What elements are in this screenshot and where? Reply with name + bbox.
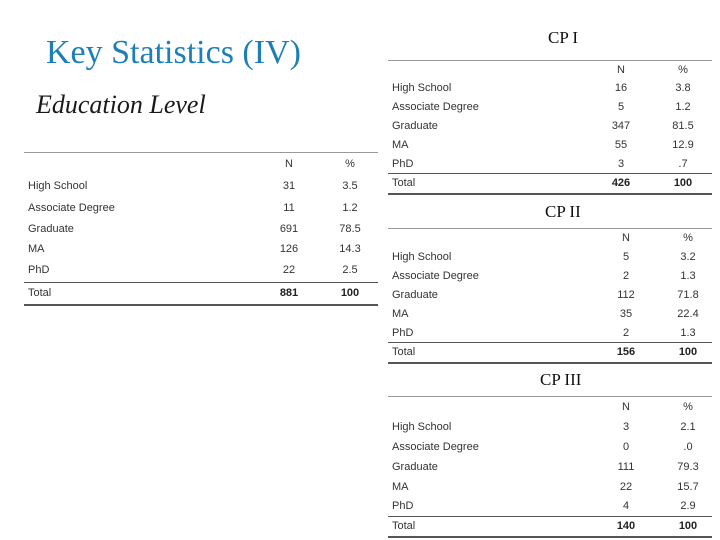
table-row	[388, 117, 712, 136]
row-n: 16	[614, 82, 628, 94]
column-header-label	[388, 61, 588, 79]
table-row	[388, 437, 712, 457]
table-row	[24, 175, 378, 197]
table-row	[388, 79, 712, 98]
row-label: Associate Degree	[392, 101, 479, 113]
row-n: 31	[282, 179, 296, 192]
row-n: 111	[617, 460, 635, 473]
column-header-label	[388, 229, 588, 248]
table-row	[24, 219, 378, 239]
row-percent: 3.2	[680, 251, 696, 263]
row-label: High School	[392, 82, 452, 94]
total-row	[388, 517, 712, 537]
total-percent: 100	[654, 174, 712, 194]
row-percent: .0	[683, 440, 693, 453]
row-percent: 14.3	[339, 242, 361, 255]
row-percent: 1.2	[342, 201, 358, 214]
total-percent: 100	[322, 283, 378, 305]
row-n: 691	[279, 222, 299, 235]
column-header-n: N	[622, 232, 630, 245]
cp3-education-table	[388, 396, 712, 538]
total-row	[388, 343, 712, 363]
table-row	[388, 98, 712, 117]
column-header-n: N	[285, 157, 293, 170]
table-row	[388, 248, 712, 267]
cp1-title: CP I	[548, 28, 579, 47]
row-label: MA	[392, 139, 409, 151]
table-row	[388, 417, 712, 437]
total-percent: 100	[664, 517, 712, 537]
row-percent: 1.2	[675, 101, 691, 113]
row-label: MA	[392, 308, 409, 320]
table-row	[388, 305, 712, 324]
total-row	[24, 283, 378, 305]
row-label: MA	[392, 480, 409, 493]
row-label: High School	[392, 420, 452, 433]
row-percent: 2.1	[680, 420, 696, 433]
row-n: 5	[622, 251, 630, 263]
row-n: 4	[622, 500, 630, 513]
row-n: 126	[279, 242, 299, 255]
table-row	[388, 324, 712, 343]
row-label: Associate Degree	[28, 201, 115, 214]
cp1-education-table	[388, 60, 712, 195]
column-header-percent: %	[683, 232, 693, 245]
row-n: 3	[622, 420, 630, 433]
total-n: 156	[588, 343, 664, 363]
total-n: 881	[256, 283, 322, 305]
row-percent: 81.5	[672, 120, 694, 132]
row-label: PhD	[392, 500, 414, 513]
row-percent: 2.5	[342, 264, 358, 277]
column-header-percent: %	[345, 157, 355, 170]
row-n: 3	[617, 157, 625, 170]
row-n: 347	[611, 120, 631, 132]
column-header-percent: %	[678, 63, 688, 76]
row-percent: 3.8	[675, 82, 691, 94]
row-n: 55	[614, 139, 628, 151]
column-header-label	[24, 153, 256, 175]
overall-education-table	[24, 152, 378, 306]
table-row	[388, 457, 712, 477]
table-row	[388, 497, 712, 517]
row-label: PhD	[28, 264, 50, 277]
row-label: Graduate	[28, 222, 74, 235]
table-row	[388, 267, 712, 286]
total-n: 426	[588, 174, 654, 194]
row-percent: 2.9	[680, 500, 696, 513]
column-header-label	[388, 397, 588, 417]
table-row	[388, 155, 712, 174]
row-n: 2	[622, 326, 630, 339]
total-row	[388, 174, 712, 194]
row-percent: 1.3	[680, 326, 696, 339]
row-percent: .7	[678, 157, 688, 170]
row-label: Graduate	[392, 460, 438, 473]
row-label: PhD	[392, 326, 414, 339]
row-n: 2	[622, 270, 630, 282]
row-n: 5	[617, 101, 625, 113]
total-label: Total	[388, 517, 588, 537]
slide-subtitle: Education Level	[36, 90, 206, 119]
cp2-education-table	[388, 228, 712, 364]
total-n: 140	[588, 517, 664, 537]
row-percent: 78.5	[339, 222, 361, 235]
table-row	[24, 259, 378, 283]
row-label: MA	[28, 242, 45, 255]
column-header-percent: %	[683, 400, 693, 413]
row-n: 22	[619, 480, 633, 493]
row-label: Associate Degree	[392, 270, 479, 282]
row-label: Associate Degree	[392, 440, 479, 453]
row-label: High School	[392, 251, 452, 263]
row-n: 0	[622, 440, 630, 453]
row-n: 22	[282, 264, 296, 277]
row-percent: 71.8	[677, 289, 699, 301]
row-percent: 1.3	[680, 270, 696, 282]
row-percent: 79.3	[677, 460, 699, 473]
cp2-title: CP II	[545, 202, 581, 221]
total-percent: 100	[664, 343, 712, 363]
column-header-n: N	[617, 63, 625, 76]
row-label: High School	[28, 179, 88, 192]
row-label: Graduate	[392, 120, 438, 132]
total-label: Total	[388, 174, 588, 194]
row-percent: 12.9	[672, 139, 694, 151]
table-row	[388, 477, 712, 497]
table-row	[388, 136, 712, 155]
cp3-title: CP III	[540, 370, 582, 389]
table-row	[24, 239, 378, 259]
row-percent: 15.7	[677, 480, 699, 493]
total-label: Total	[24, 283, 256, 305]
row-label: Graduate	[392, 289, 438, 301]
table-row	[24, 197, 378, 219]
row-percent: 22.4	[677, 308, 699, 320]
total-label: Total	[388, 343, 588, 363]
row-n: 11	[283, 201, 295, 214]
row-n: 112	[617, 289, 635, 301]
row-percent: 3.5	[342, 179, 358, 192]
slide-title: Key Statistics (IV)	[46, 34, 301, 71]
row-n: 35	[619, 308, 633, 320]
column-header-n: N	[622, 400, 630, 413]
table-row	[388, 286, 712, 305]
row-label: PhD	[392, 157, 414, 170]
